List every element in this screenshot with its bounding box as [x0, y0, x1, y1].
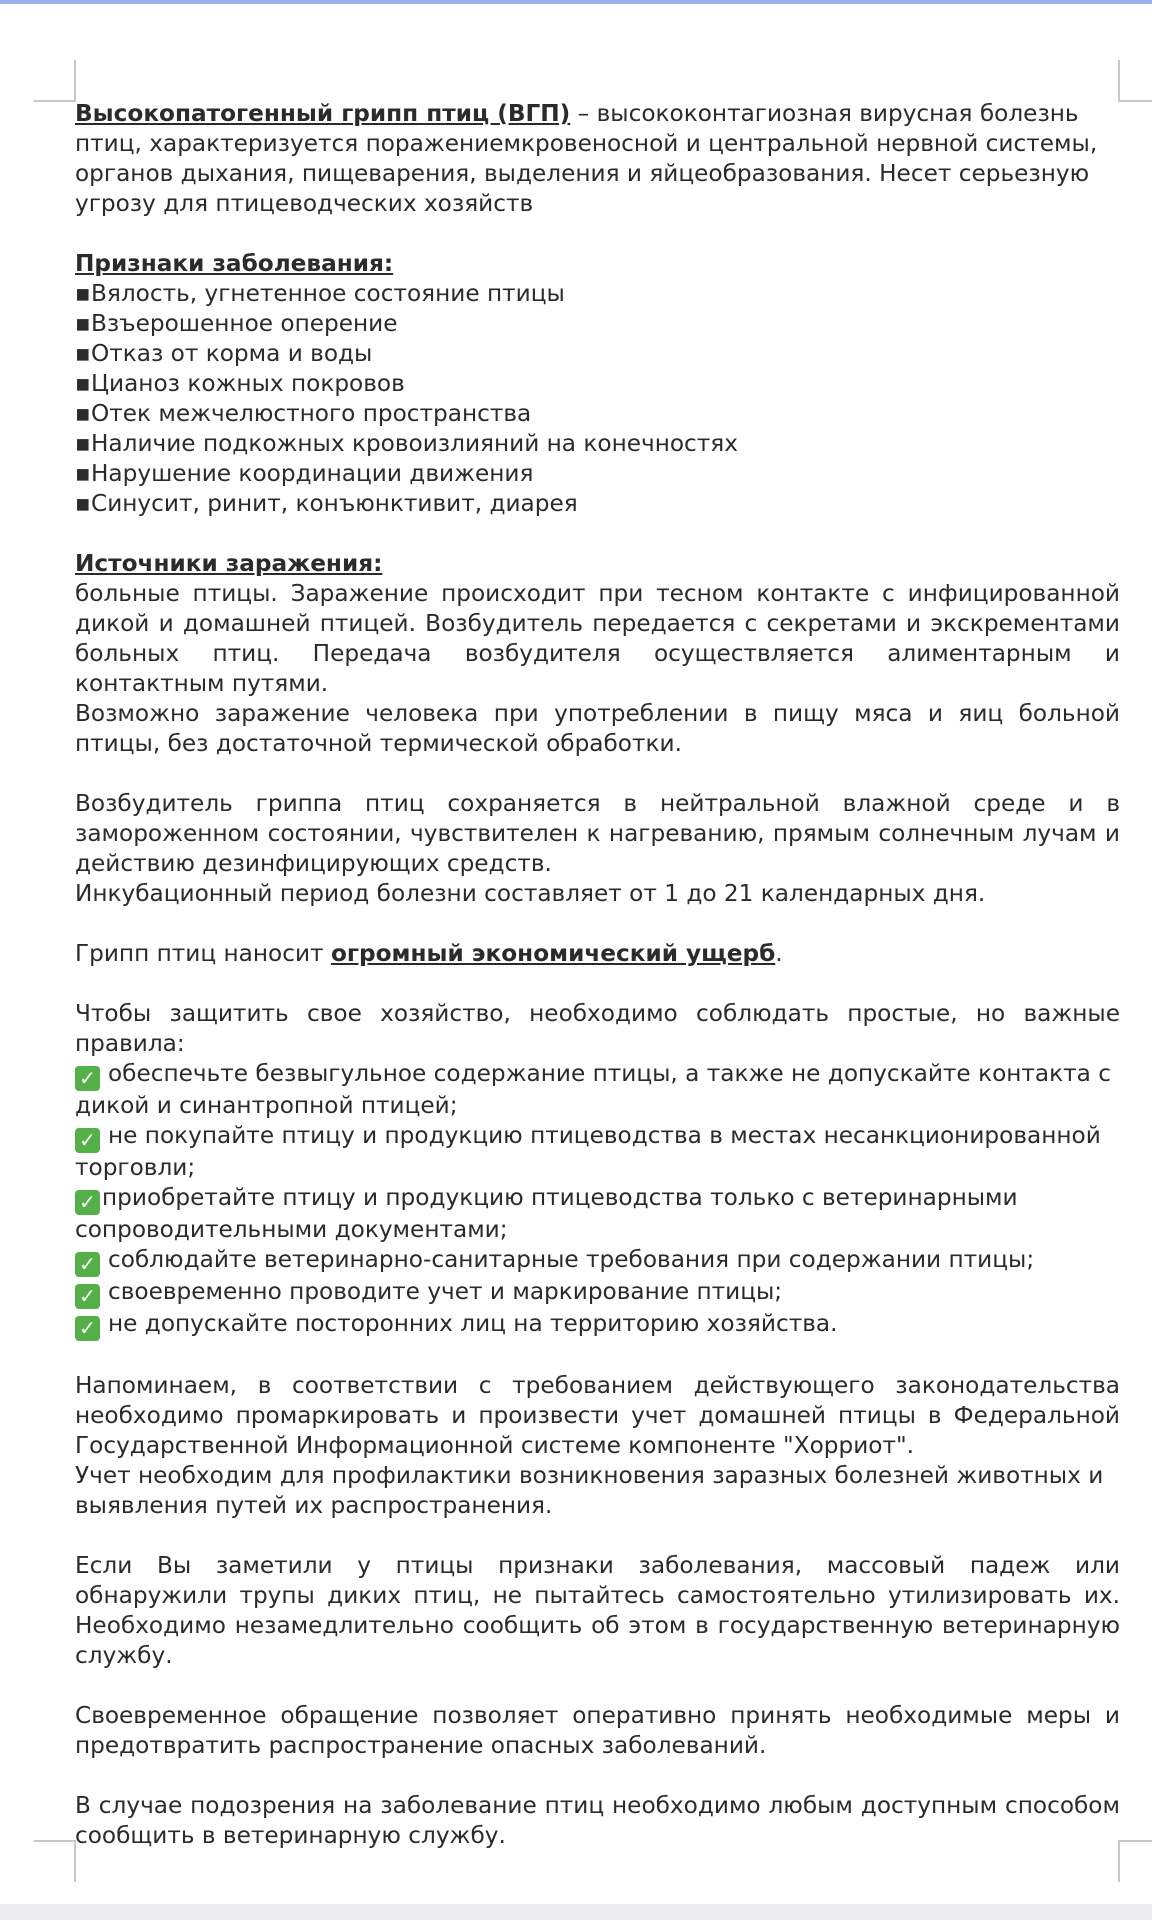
intro-text: – высококонтагиозная вирусная болезнь птиц, характеризуется поражениемкровеносной и центральной нервной системы, органов дыхания, пищеварения, выделения и яйцеобразования. Несет серьезную угрозу для птицеводческих хозяйств [75, 100, 1098, 217]
document-title: Высокопатогенный грипп птиц (ВГП) [75, 100, 571, 127]
incubation-paragraph: Инкубационный период болезни составляет от 1 до 21 календарных дня. [75, 880, 986, 907]
crop-mark-bottom-right [1118, 1840, 1152, 1882]
crop-mark-top-left [34, 60, 76, 102]
check-mark-icon: ✓ [75, 1128, 100, 1153]
crop-mark-top-right [1118, 60, 1152, 102]
check-mark-icon: ✓ [75, 1252, 100, 1277]
sign-list-item: ▪Взъерошенное оперение [75, 310, 398, 337]
check-mark-icon: ✓ [75, 1066, 100, 1091]
crop-mark-bottom-left [34, 1840, 76, 1882]
rule-item: ✓ своевременно проводите учет и маркирование птицы; [75, 1277, 1120, 1309]
check-mark-icon: ✓ [75, 1316, 100, 1341]
sign-list-item: ▪Вялость, угнетенное состояние птицы [75, 280, 565, 307]
signs-heading: Признаки заболевания: [75, 250, 394, 277]
sign-list-item: ▪Отек межчелюстного пространства [75, 400, 532, 427]
sign-list-item: ▪Цианоз кожных покровов [75, 370, 405, 397]
document-body [75, 99, 1120, 1851]
sources-heading: Источники заражения: [75, 550, 383, 577]
human-infection-paragraph: Возможно заражение человека при употреблении в пищу мяса и яиц больной птицы, без достаточной термической обработки. [75, 700, 1120, 757]
rule-item: ✓ не покупайте птицу и продукцию птицеводства в местах несанкционированной торговли; [75, 1122, 1101, 1181]
pathogen-paragraph: Возбудитель гриппа птиц сохраняется в нейтральной влажной среде и в замороженном состоянии, чувствителен к нагреванию, прямым солнечным лучам и действию дезинфицирующих средств. [75, 790, 1120, 877]
rule-item: ✓ обеспечьте безвыгульное содержание птицы, а также не допускайте контакта с дикой и синантропной птицей; [75, 1060, 1111, 1119]
suspicion-paragraph: В случае подозрения на заболевание птиц необходимо любым доступным способом сообщить в ветеринарную службу. [75, 1792, 1120, 1849]
sources-paragraph: больные птицы. Заражение происходит при тесном контакте с инфицированной дикой и домашней птицей. Возбудитель передается с секретами и экскрементами больных птиц. Передача возбудителя осуществляется алиментарным и контактным путями. [75, 580, 1120, 697]
check-mark-icon: ✓ [75, 1284, 100, 1309]
rules-intro: Чтобы защитить свое хозяйство, необходимо соблюдать простые, но важные правила: [75, 1000, 1120, 1057]
damage-emphasis: огромный экономический ущерб [330, 940, 776, 967]
sign-list-item: ▪Нарушение координации движения [75, 460, 534, 487]
reminder-paragraph: Напоминаем, в соответствии с требованием действующего законодательства необходимо промаркировать и произвести учет домашней птицы в Федеральной Государственной Информационной системе компоненте "Хорриот". [75, 1372, 1120, 1459]
bottom-strip [0, 1904, 1152, 1920]
sign-list-item: ▪Отказ от корма и воды [75, 340, 373, 367]
timely-paragraph: Своевременное обращение позволяет оперативно принять необходимые меры и предотвратить распространение опасных заболеваний. [75, 1702, 1120, 1759]
document-page[interactable] [0, 4, 1152, 1904]
damage-paragraph: Грипп птиц наносит огромный экономический ущерб. [75, 940, 783, 967]
rule-item: ✓ не допускайте посторонних лиц на территорию хозяйства. [75, 1309, 1120, 1341]
sign-list-item: ▪Наличие подкожных кровоизлияний на конечностях [75, 430, 738, 457]
report-paragraph: Если Вы заметили у птицы признаки заболевания, массовый падеж или обнаружили трупы диких птиц, не пытайтесь самостоятельно утилизировать их. Необходимо незамедлительно сообщить об этом в государственную ветеринарную службу. [75, 1552, 1120, 1669]
intro-paragraph [75, 99, 1120, 219]
rule-item: ✓ соблюдайте ветеринарно-санитарные требования при содержании птицы; [75, 1245, 1120, 1277]
rule-item: ✓ приобретайте птицу и продукцию птицеводства только с ветеринарными сопроводительными документами; [75, 1184, 1018, 1243]
check-mark-icon: ✓ [75, 1190, 100, 1215]
sign-list-item: ▪Синусит, ринит, конъюнктивит, диарея [75, 490, 578, 517]
registration-purpose-paragraph: Учет необходим для профилактики возникновения заразных болезней животных и выявления путей их распространения. [75, 1462, 1104, 1519]
